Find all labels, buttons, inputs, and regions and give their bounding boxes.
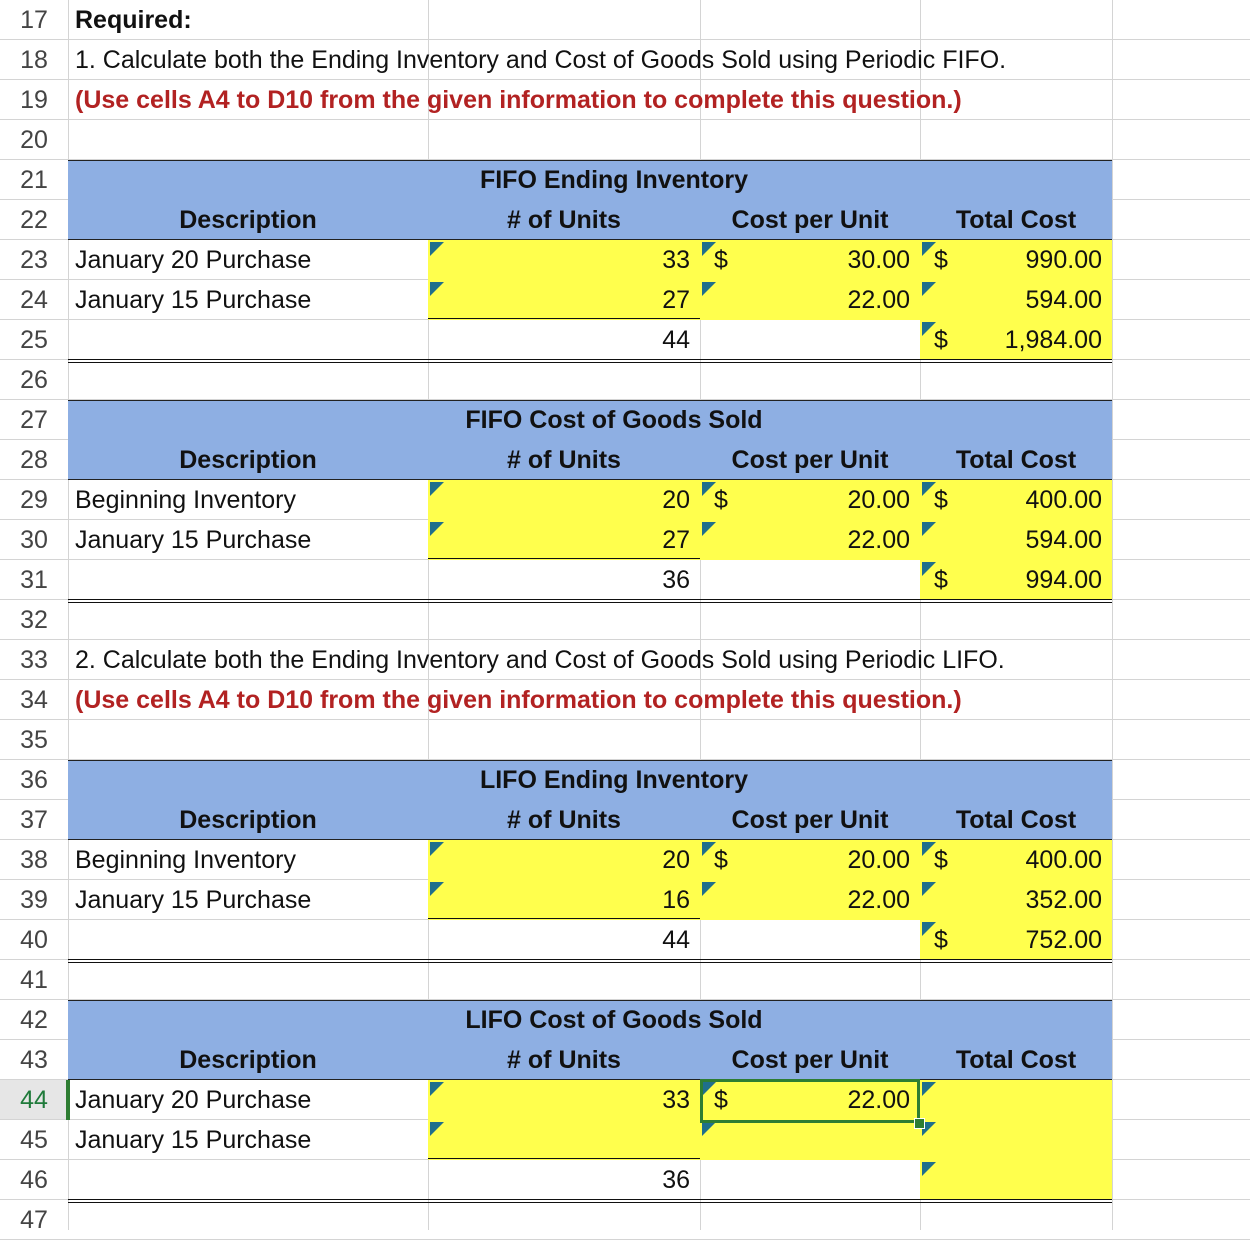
cost-per-unit-value: 30.00 [847,246,910,274]
row-header-43[interactable]: 43 [0,1040,68,1080]
currency-symbol: $ [714,846,728,874]
units-cell[interactable] [428,240,700,280]
row-header-46[interactable]: 46 [0,1160,68,1200]
currency-symbol: $ [934,246,948,274]
formula-indicator-icon [430,242,444,256]
column-header-units[interactable]: # of Units [428,440,700,480]
currency-symbol: $ [934,326,948,354]
formula-indicator-icon [702,522,716,536]
description-cell[interactable]: Beginning Inventory [75,486,296,514]
formula-indicator-icon [430,482,444,496]
grid-row [68,0,1250,40]
table-title[interactable]: FIFO Ending Inventory [479,166,749,194]
double-underline [68,362,1112,363]
row-header-18[interactable]: 18 [0,40,68,80]
description-cell[interactable]: January 15 Purchase [75,526,312,554]
double-underline [68,962,1112,963]
grand-total-value: 752.00 [1025,926,1102,954]
currency-symbol: $ [934,566,948,594]
total-cost-value: 594.00 [1025,526,1102,554]
table-title-row [68,1000,1112,1040]
units-cell[interactable] [428,280,700,320]
column-header-description[interactable]: Description [68,440,428,480]
column-header-description[interactable]: Description [68,200,428,240]
formula-indicator-icon [702,1122,716,1136]
column-header-units[interactable]: # of Units [428,200,700,240]
units-cell[interactable] [428,520,700,560]
formula-indicator-icon [922,1082,936,1096]
row-header-33[interactable]: 33 [0,640,68,680]
sum-line [428,1158,700,1159]
formula-indicator-icon [922,882,936,896]
row-header-38[interactable]: 38 [0,840,68,880]
column-header-total-cost[interactable]: Total Cost [920,440,1112,480]
units-value: 33 [662,1086,690,1114]
total-cost-cell[interactable] [920,840,1112,880]
formula-indicator-icon [922,1162,936,1176]
total-cost-value: 594.00 [1025,286,1102,314]
currency-symbol: $ [714,486,728,514]
total-units-cell[interactable]: 36 [662,1166,690,1194]
row-header-35[interactable]: 35 [0,720,68,760]
grid-row [68,600,1250,640]
table-title-row [68,760,1112,800]
currency-symbol: $ [714,246,728,274]
row-header-39[interactable]: 39 [0,880,68,920]
formula-indicator-icon [430,1082,444,1096]
cost-per-unit-value: 22.00 [847,286,910,314]
row-header-32[interactable]: 32 [0,600,68,640]
row-header-40[interactable]: 40 [0,920,68,960]
description-cell[interactable]: Beginning Inventory [75,846,296,874]
row-header-42[interactable]: 42 [0,1000,68,1040]
question-2-note[interactable]: (Use cells A4 to D10 from the given information to complete this question.) [75,686,962,714]
formula-indicator-icon [922,522,936,536]
total-cost-cell[interactable] [920,240,1112,280]
cost-per-unit-value: 22.00 [847,1086,910,1114]
total-cost-value: 352.00 [1025,886,1102,914]
row-header-34[interactable]: 34 [0,680,68,720]
row-header-23[interactable]: 23 [0,240,68,280]
grand-total-cell[interactable] [920,320,1112,360]
description-cell[interactable]: January 20 Purchase [75,246,312,274]
column-header-total-cost[interactable]: Total Cost [920,800,1112,840]
currency-symbol: $ [934,486,948,514]
table-border [68,160,1112,161]
cost-per-unit-cell[interactable] [700,280,920,320]
grand-total-cell[interactable] [920,920,1112,960]
table-title[interactable]: LIFO Cost of Goods Sold [465,1006,763,1034]
double-underline [68,599,1112,600]
column-header-description[interactable]: Description [68,1040,428,1080]
question-2-text[interactable]: 2. Calculate both the Ending Inventory and Cost of Goods Sold using Periodic LIFO. [75,646,1005,674]
row-header-30[interactable]: 30 [0,520,68,560]
row-header-44[interactable]: 44 [0,1080,68,1120]
total-cost-cell[interactable] [920,880,1112,920]
cost-per-unit-value: 20.00 [847,846,910,874]
table-border [68,1000,1112,1001]
row-header-20[interactable]: 20 [0,120,68,160]
cost-per-unit-cell[interactable] [700,520,920,560]
total-units-cell[interactable]: 44 [662,326,690,354]
row-header-19[interactable]: 19 [0,80,68,120]
description-cell[interactable]: January 20 Purchase [75,1086,312,1114]
total-cost-value: 990.00 [1025,246,1102,274]
table-title-row [68,160,1112,200]
cost-per-unit-cell[interactable] [700,840,920,880]
grid-row [68,360,1250,400]
total-cost-cell[interactable] [920,1080,1112,1120]
grid-row [68,960,1250,1000]
units-cell[interactable] [428,480,700,520]
total-cost-cell[interactable] [920,280,1112,320]
row-header-22[interactable]: 22 [0,200,68,240]
row-header-37[interactable]: 37 [0,800,68,840]
cost-per-unit-cell[interactable] [700,1120,920,1160]
fill-handle[interactable] [914,1118,925,1129]
total-cost-cell[interactable] [920,520,1112,560]
sum-line [428,318,700,319]
row-header-45[interactable]: 45 [0,1120,68,1160]
row-header-24[interactable]: 24 [0,280,68,320]
units-value: 16 [662,886,690,914]
units-cell[interactable] [428,1080,700,1120]
cost-per-unit-cell[interactable] [700,880,920,920]
column-header-cost-per-unit[interactable]: Cost per Unit [700,800,920,840]
cost-per-unit-value: 20.00 [847,486,910,514]
column-header-description[interactable]: Description [68,800,428,840]
formula-indicator-icon [702,882,716,896]
grid-row [68,120,1250,160]
grid-row [68,1200,1250,1240]
units-cell[interactable] [428,840,700,880]
units-value: 27 [662,526,690,554]
units-value: 27 [662,286,690,314]
row-header-41[interactable]: 41 [0,960,68,1000]
required-heading[interactable]: Required: [75,6,192,34]
double-underline [68,1199,1112,1200]
double-underline [68,959,1112,960]
table-title[interactable]: FIFO Cost of Goods Sold [465,406,763,434]
units-value: 20 [662,846,690,874]
active-row-marker [66,1080,70,1120]
total-cost-cell[interactable] [920,1120,1112,1160]
currency-symbol: $ [934,926,948,954]
formula-indicator-icon [922,282,936,296]
sum-line [428,558,700,559]
grid-row [68,720,1250,760]
currency-symbol: $ [714,1086,728,1114]
units-value: 20 [662,486,690,514]
row-header-31[interactable]: 31 [0,560,68,600]
column-header-total-cost[interactable]: Total Cost [920,200,1112,240]
cost-per-unit-cell[interactable] [700,240,920,280]
column-header-total-cost[interactable]: Total Cost [920,1040,1112,1080]
grand-total-value: 994.00 [1025,566,1102,594]
row-header-27[interactable]: 27 [0,400,68,440]
row-header-21[interactable]: 21 [0,160,68,200]
double-underline [68,1202,1112,1203]
units-cell[interactable] [428,880,700,920]
grand-total-cell[interactable] [920,560,1112,600]
column-gridline [1112,0,1113,1230]
row-header-26[interactable]: 26 [0,360,68,400]
formula-indicator-icon [430,882,444,896]
row-header-17[interactable]: 17 [0,0,68,40]
row-header-36[interactable]: 36 [0,760,68,800]
table-border [68,400,1112,401]
table-title-row [68,400,1112,440]
total-units-cell[interactable]: 44 [662,926,690,954]
question-1-text[interactable]: 1. Calculate both the Ending Inventory and Cost of Goods Sold using Periodic FIFO. [75,46,1007,74]
cost-per-unit-value: 22.00 [847,886,910,914]
description-cell[interactable]: January 15 Purchase [75,1126,312,1154]
formula-indicator-icon [430,1122,444,1136]
formula-indicator-icon [430,842,444,856]
formula-indicator-icon [430,522,444,536]
table-title[interactable]: LIFO Ending Inventory [479,766,749,794]
grand-total-value: 1,984.00 [1004,326,1102,354]
cost-per-unit-value: 22.00 [847,526,910,554]
description-cell[interactable]: January 15 Purchase [75,286,312,314]
grand-total-cell[interactable] [920,1160,1112,1200]
row-header-29[interactable]: 29 [0,480,68,520]
column-header-units[interactable]: # of Units [428,1040,700,1080]
total-units-cell[interactable]: 36 [662,566,690,594]
column-header-cost-per-unit[interactable]: Cost per Unit [700,1040,920,1080]
double-underline [68,359,1112,360]
sum-line [428,918,700,919]
units-value: 33 [662,246,690,274]
double-underline [68,602,1112,603]
formula-indicator-icon [702,282,716,296]
row-header-28[interactable]: 28 [0,440,68,480]
table-border [68,760,1112,761]
units-cell[interactable] [428,1120,700,1160]
column-header-cost-per-unit[interactable]: Cost per Unit [700,200,920,240]
column-header-cost-per-unit[interactable]: Cost per Unit [700,440,920,480]
total-cost-value: 400.00 [1025,846,1102,874]
currency-symbol: $ [934,846,948,874]
active-cell-selection[interactable] [700,1079,920,1123]
total-cost-cell[interactable] [920,480,1112,520]
formula-indicator-icon [430,282,444,296]
total-cost-value: 400.00 [1025,486,1102,514]
row-header-25[interactable]: 25 [0,320,68,360]
cost-per-unit-cell[interactable] [700,480,920,520]
row-header-47[interactable]: 47 [0,1200,68,1240]
question-1-note[interactable]: (Use cells A4 to D10 from the given information to complete this question.) [75,86,962,114]
description-cell[interactable]: January 15 Purchase [75,886,312,914]
column-header-units[interactable]: # of Units [428,800,700,840]
